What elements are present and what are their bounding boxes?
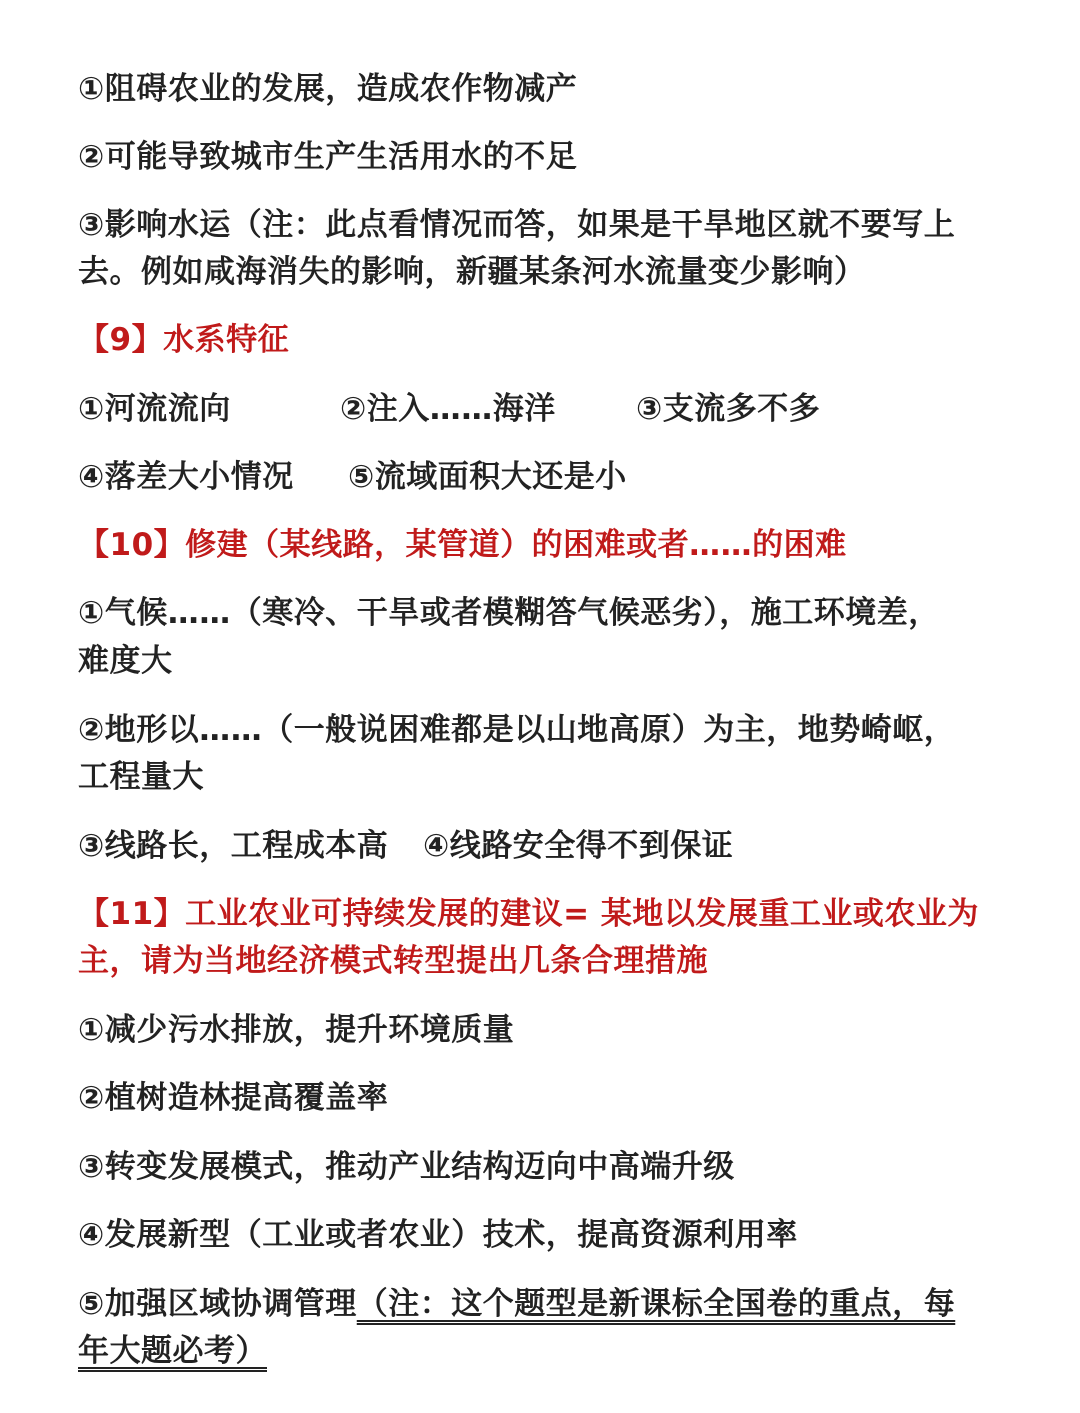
list-item-text: ⑤加强区域协调管理 — [78, 1286, 357, 1322]
list-item: ①河流流向 — [78, 391, 231, 427]
list-item: ①气候……（寒冷、干旱或者模糊答气候恶劣），施工环境差， — [78, 595, 940, 631]
list-item: ⑤流域面积大还是小 — [348, 459, 627, 495]
section-heading: 【11】工业农业可持续发展的建议= 某地以发展重工业或农业为 — [78, 896, 979, 932]
list-item: ②可能导致城市生产生活用水的不足 — [78, 139, 578, 175]
list-item: ③转变发展模式，推动产业结构迈向中高端升级 — [78, 1149, 735, 1185]
list-item: ①减少污水排放，提升环境质量 — [78, 1012, 515, 1048]
list-item: ④落差大小情况 — [78, 459, 294, 495]
section-heading: 【10】修建（某线路，某管道）的困难或者……的困难 — [78, 527, 847, 563]
list-item: ③影响水运（注：此点看情况而答，如果是干旱地区就不要写上 — [78, 207, 956, 243]
list-item: 去。例如咸海消失的影响，新疆某条河水流量变少影响） — [78, 254, 866, 290]
list-item: ④线路安全得不到保证 — [423, 828, 734, 864]
section-heading-continuation: 主，请为当地经济模式转型提出几条合理措施 — [78, 943, 708, 979]
list-item-continuation — [78, 1328, 1008, 1374]
section-heading: 【9】水系特征 — [78, 322, 290, 358]
list-item: ③线路长，工程成本高 — [78, 828, 389, 864]
list-item — [78, 1281, 1008, 1327]
list-item: ①阻碍农业的发展，造成农作物减产 — [78, 71, 578, 107]
list-item: ②植树造林提高覆盖率 — [78, 1080, 389, 1116]
list-item: ③支流多不多 — [636, 391, 821, 427]
list-item: ④发展新型（工业或者农业）技术，提高资源利用率 — [78, 1217, 798, 1253]
list-item: ②注入……海洋 — [340, 391, 556, 427]
list-item: ②地形以……（一般说困难都是以山地高原）为主，地势崎岖， — [78, 712, 956, 748]
exam-note: 年大题必考） — [78, 1333, 267, 1369]
list-item-continuation: 难度大 — [78, 643, 173, 679]
exam-note: （注：这个题型是新课标全国卷的重点，每 — [356, 1286, 956, 1322]
list-item-continuation: 工程量大 — [78, 759, 204, 795]
